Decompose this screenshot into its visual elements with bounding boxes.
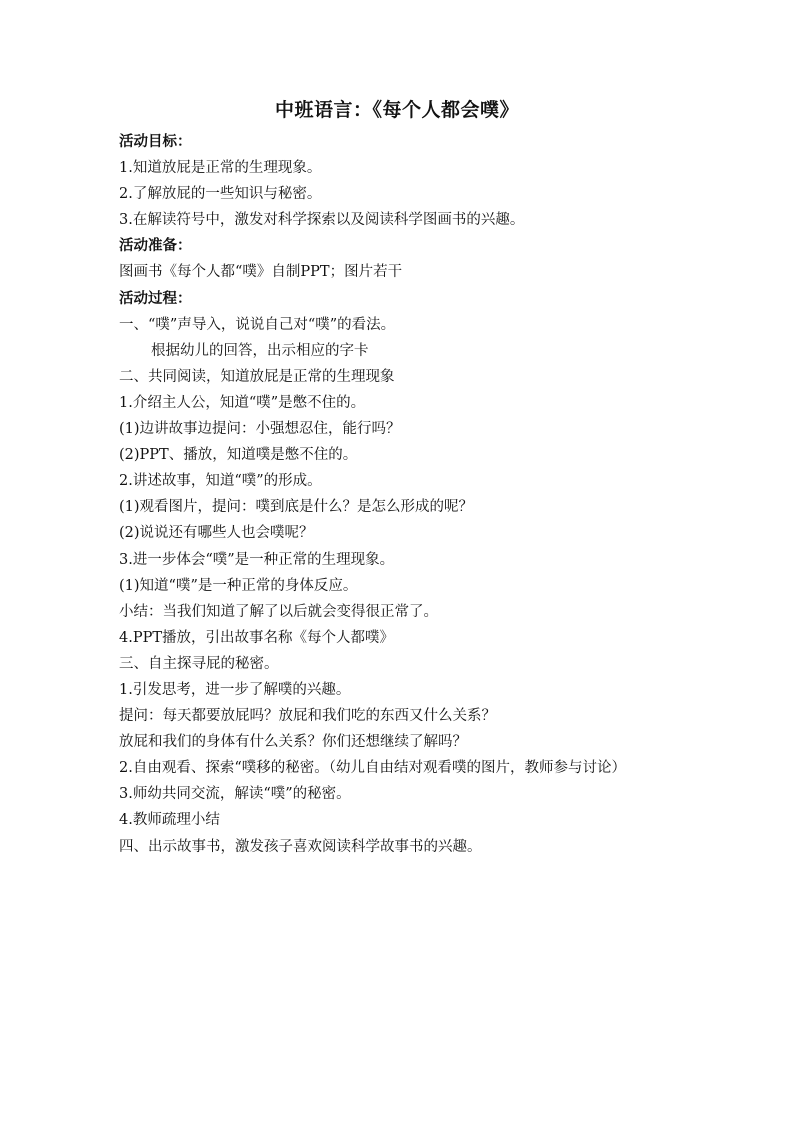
document-body	[119, 129, 719, 860]
question-line: 提问：每天都要放屁吗？放屁和我们吃的东西又什么关系？	[119, 708, 496, 725]
process-line: 4.PPT播放，引出故事名称《每个人都噗》	[119, 629, 395, 646]
goal-item-3: 3.在解读符号中，激发对科学探索以及阅读科学图画书的兴趣。	[119, 212, 525, 229]
process-step-1-note: 根据幼儿的回答，出示相应的字卡	[151, 342, 369, 359]
document-title: 中班语言：《每个人都会噗》	[274, 99, 519, 121]
process-line: 3.师幼共同交流，解读“噗”的秘密。	[119, 786, 351, 803]
goal-item-1: 1.知道放屁是正常的生理现象。	[119, 160, 322, 177]
process-line: (1)知道“噗”是一种正常的身体反应。	[119, 577, 358, 594]
section-heading-process: 活动过程：	[119, 289, 192, 307]
process-line: (2)PPT、播放，知道噗是憋不住的。	[119, 447, 358, 464]
process-step-3: 三、自主探寻屁的秘密。	[119, 655, 279, 672]
preparation-text: 图画书《每个人都“噗》自制PPT；图片若干	[119, 264, 403, 281]
section-heading-goals: 活动目标：	[119, 133, 192, 150]
process-line: 4.教师疏理小结	[119, 812, 220, 829]
process-step-4: 四、出示故事书，激发孩子喜欢阅读科学故事书的兴趣。	[119, 838, 482, 855]
process-line: 2.讲述故事，知道“噗”的形成。	[119, 473, 322, 490]
process-line: 2.自由观看、探索“噗移的秘密。（幼儿自由结对观看噗的图片，教师参与讨论）	[119, 760, 626, 777]
process-line: 3.进一步体会“噗”是一种正常的生理现象。	[119, 551, 395, 568]
summary-line: 小结：当我们知道了解了以后就会变得很正常了。	[119, 603, 438, 620]
process-line: (1)观看图片，提问：噗到底是什么？是怎么形成的呢？	[119, 499, 474, 516]
process-step-2: 二、共同阅读，知道放屁是正常的生理现象	[119, 368, 395, 385]
process-line: 1.介绍主人公，知道“噗”是憋不住的。	[119, 394, 366, 411]
section-heading-preparation: 活动准备：	[119, 237, 192, 255]
process-line: (2)说说还有哪些人也会噗呢？	[119, 525, 314, 542]
question-line: 放屁和我们的身体有什么关系？你们还想继续了解吗？	[119, 734, 467, 751]
goal-item-2: 2.了解放屁的一些知识与秘密。	[119, 186, 322, 203]
process-line: 1.引发思考，进一步了解噗的兴趣。	[119, 681, 351, 698]
process-step-1: 一、“噗”声导入，说说自己对“噗”的看法。	[119, 316, 396, 333]
process-line: (1)边讲故事边提问：小强想忍住，能行吗？	[119, 421, 401, 438]
